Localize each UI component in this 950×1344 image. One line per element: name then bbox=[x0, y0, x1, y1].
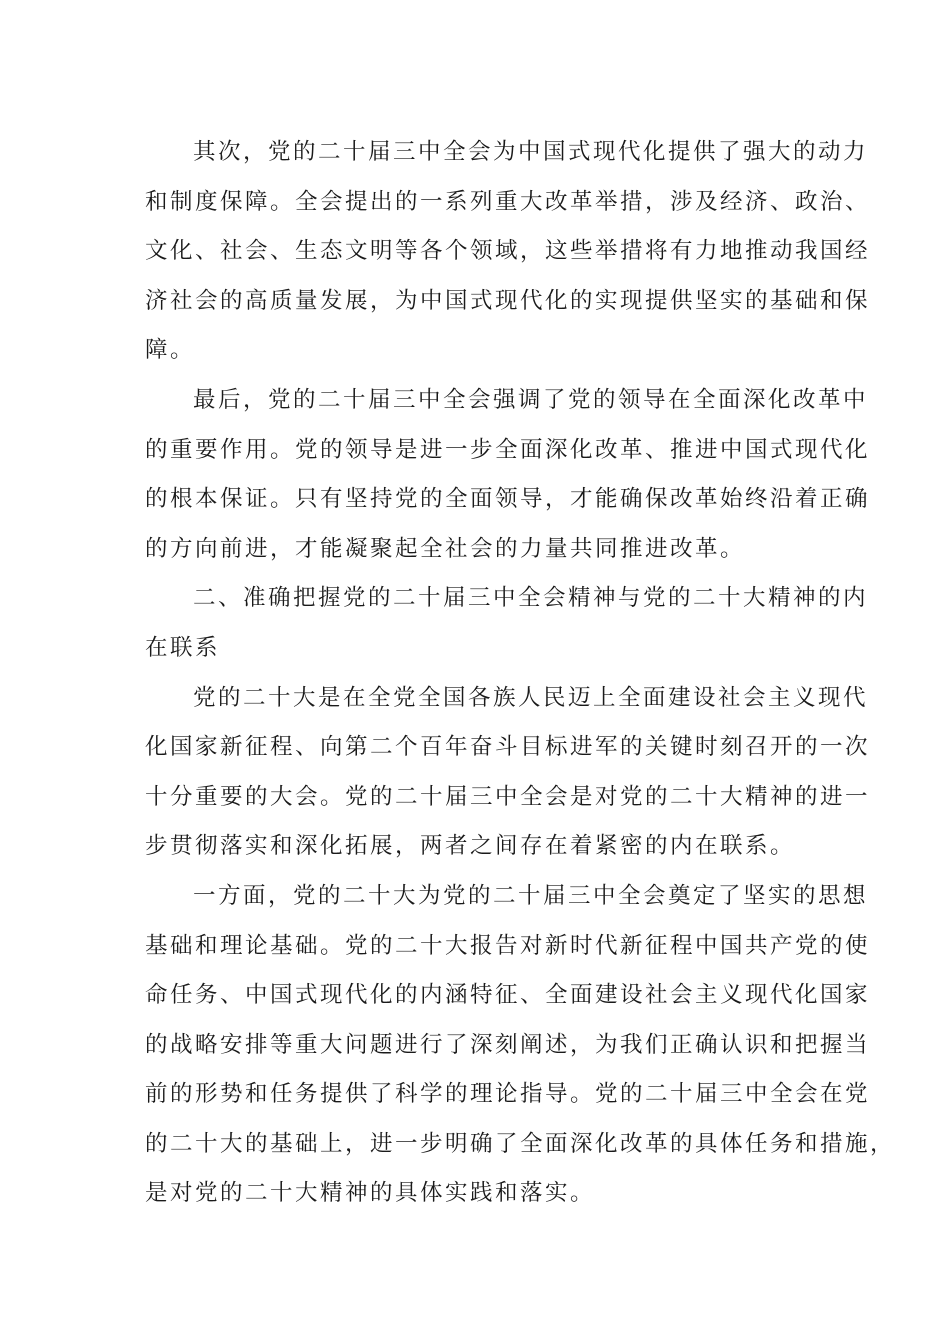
paragraph-4 bbox=[145, 872, 896, 1219]
paragraph-line: 最后，党的二十届三中全会强调了党的领导在全面深化改革中 bbox=[193, 386, 869, 413]
section-heading-2 bbox=[145, 574, 869, 673]
paragraph-1 bbox=[145, 128, 871, 376]
paragraph-line: 十分重要的大会。党的二十届三中全会是对党的二十大精神的进一 bbox=[145, 783, 871, 810]
paragraph-line: 基础和理论基础。党的二十大报告对新时代新征程中国共产党的使 bbox=[145, 932, 871, 959]
heading-line: 在联系 bbox=[145, 634, 221, 661]
paragraph-line: 的二十大的基础上，进一步明确了全面深化改革的具体任务和措施， bbox=[145, 1130, 896, 1157]
paragraph-line: 一方面，党的二十大为党的二十届三中全会奠定了坚实的思想 bbox=[193, 882, 869, 909]
paragraph-line: 障。 bbox=[145, 337, 196, 364]
paragraph-line: 的重要作用。党的领导是进一步全面深化改革、推进中国式现代化 bbox=[145, 436, 871, 463]
paragraph-line: 的战略安排等重大问题进行了深刻阐述，为我们正确认识和把握当 bbox=[145, 1031, 871, 1058]
paragraph-line: 化国家新征程、向第二个百年奋斗目标进军的关键时刻召开的一次 bbox=[145, 734, 871, 761]
paragraph-line: 命任务、中国式现代化的内涵特征、全面建设社会主义现代化国家 bbox=[145, 982, 871, 1009]
paragraph-line: 步贯彻落实和深化拓展，两者之间存在着紧密的内在联系。 bbox=[145, 833, 796, 860]
paragraph-line: 济社会的高质量发展，为中国式现代化的实现提供坚实的基础和保 bbox=[145, 287, 871, 314]
paragraph-line: 的根本保证。只有坚持党的全面领导，才能确保改革始终沿着正确 bbox=[145, 486, 871, 513]
paragraph-line: 的方向前进，才能凝聚起全社会的力量共同推进改革。 bbox=[145, 535, 746, 562]
paragraph-line: 是对党的二十大精神的具体实践和落实。 bbox=[145, 1180, 596, 1207]
paragraph-line: 其次，党的二十届三中全会为中国式现代化提供了强大的动力 bbox=[193, 139, 869, 165]
heading-line: 二、准确把握党的二十届三中全会精神与党的二十大精神的内 bbox=[193, 585, 869, 612]
document-body bbox=[145, 128, 896, 1219]
paragraph-3 bbox=[145, 674, 871, 872]
paragraph-line: 文化、社会、生态文明等各个领域，这些举措将有力地推动我国经 bbox=[145, 238, 871, 265]
paragraph-line: 前的形势和任务提供了科学的理论指导。党的二十届三中全会在党 bbox=[145, 1081, 871, 1108]
paragraph-line: 党的二十大是在全党全国各族人民迈上全面建设社会主义现代 bbox=[193, 684, 869, 711]
paragraph-line: 和制度保障。全会提出的一系列重大改革举措，涉及经济、政治、 bbox=[145, 188, 871, 215]
paragraph-2 bbox=[145, 376, 871, 574]
